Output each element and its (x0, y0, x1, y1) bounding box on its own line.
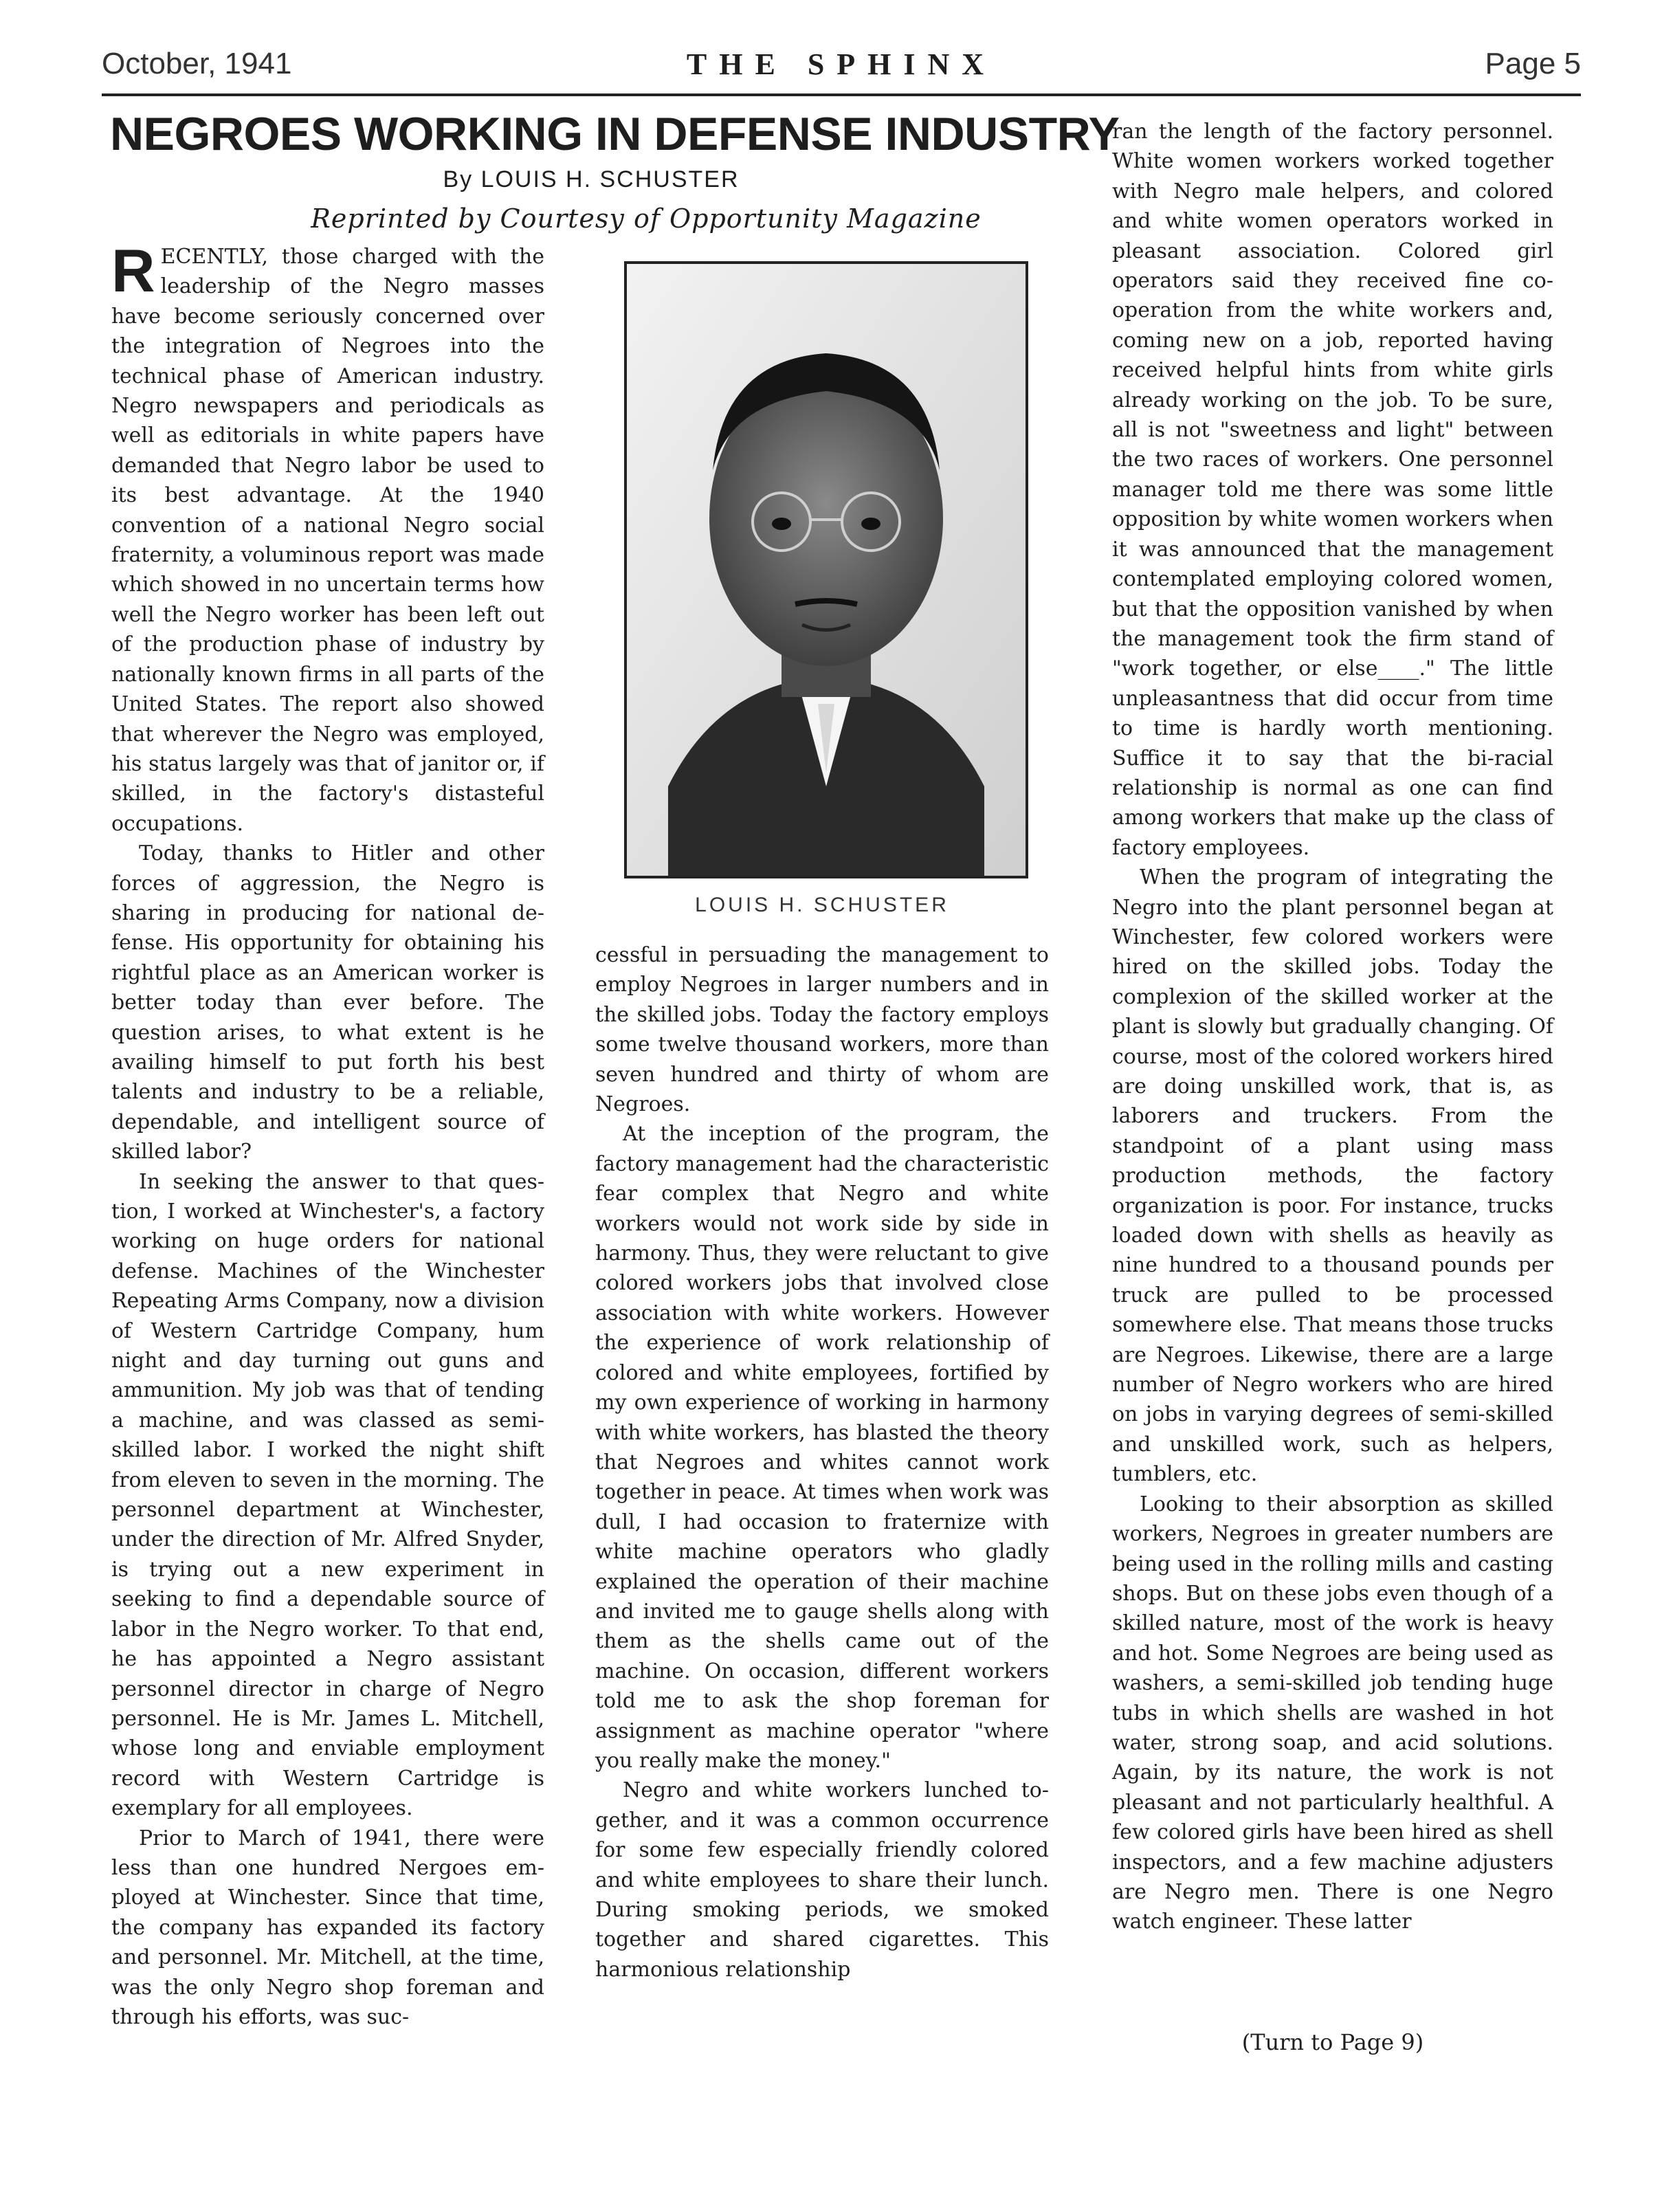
paragraph: Prior to March of 1941, there were less than one hundred Nergoes employed at Winchester. Since that time, the company has expanded its factory and personnel. Mr. Mitchell, at the time, was the only Negro shop foreman and through his efforts, was suc- (111, 1826, 544, 2029)
photo-caption: LOUIS H. SCHUSTER (695, 894, 949, 916)
paragraph: cessful in persuading the management to employ Negroes in larger numbers and in the skilled jobs. Today the factory employs some twelve thousand workers, more than seven hundred and thirty of whom are Negroes. (595, 943, 1049, 1117)
drop-cap: R (111, 236, 155, 305)
reprint-credit: Reprinted by Courtesy of Opportunity Magazine (311, 203, 982, 234)
article-column-1 (111, 236, 544, 2032)
paragraph: At the inception of the program, the factory management had the characteristic fear complex that Negro and white workers would not work side by side in harmony. Thus, they were reluctant to give colored workers jobs that involved close association with white workers. However the experience of work relationship of colored and white employees, fortified by my own experience of working in harmony with white workers, has blasted the theory that Negroes and whites cannot work together in peace. At times when work was dull, I had occasion to fraternize with white machine operators who gladly explained the operation of their machine and invited me to gauge shells along with them as the shells came out of the machine. On occasion, different workers told me to ask the shop foreman for assignment as machine operator "where you really make the money." (595, 1122, 1049, 1773)
paragraph: Negro and white workers lunched together, and it was a common occurrence for some few especially friendly colored and white employees to share their lunch. During smoking periods, we smoked together and shared cigarettes. This harmonious relationship (595, 1778, 1049, 1982)
article-byline: By LOUIS H. SCHUSTER (443, 166, 740, 192)
article-title: NEGROES WORKING IN DEFENSE INDUSTRY (110, 108, 1120, 160)
issue-date: October, 1941 (102, 47, 292, 80)
magazine-name: THE SPHINX (686, 47, 997, 81)
header-rule (102, 93, 1581, 96)
paragraph: RECENTLY, those charged with the leadership of the Negro masses have become seriously concerned over the integration of Negroes into the technical phase of American industry. Negro newspapers and periodicals as well as editorials in white papers have demanded that Negro labor be used to its best advantage. At the 1940 convention of a national Negro social fraternity, a voluminous report was made which showed in no uncertain terms how well the Negro worker has been left out of the production phase of industry by nationally known firms in all parts of the United States. The report also showed that wherever the Negro was employed, his status largely was that of janitor or, if skilled, in the factory's distasteful occupations. (111, 236, 544, 836)
portrait-image (627, 264, 1026, 876)
paragraph: When the program of integrating the Negro into the plant personnel began at Winchester, few colored workers were hired on the skilled jobs. Today the complexion of the skilled worker at the plant is slowly but gradually changing. Of course, most of the colored workers hired are doing unskilled work, that is, as laborers and truckers. From the standpoint of a plant using mass production methods, the factory organization is poor. For instance, trucks loaded down with shells as heavily as nine hundred to a thousand pounds per truck are pulled to be processed somewhere else. That means those trucks are Negroes. Likewise, there are a large number of Negro workers who are hired on jobs in varying degrees of semi-skilled and unskilled work, such as helpers, tumblers, etc. (1112, 865, 1553, 1487)
paragraph: In seeking the answer to that question, I worked at Winchester's, a factory working on huge orders for national defense. Machines of the Winchester Repeating Arms Company, now a division of Western Cartridge Company, hum night and day turning out guns and ammunition. My job was that of tending a machine, and was classed as semi-skilled labor. I worked the night shift from eleven to seven in the morning. The personnel department at Winchester, under the direction of Mr. Alfred Snyder, is trying out a new experiment in seeking to find a dependable source of labor in the Negro worker. To that end, he has appointed a Negro assistant personnel director in charge of Negro personnel. He is Mr. James L. Mitchell, whose long and enviable employment record with Western Cartridge is exemplary for all employees. (111, 1169, 544, 1821)
article-column-3 (1112, 117, 1553, 1937)
paragraph: Today, thanks to Hitler and other forces of aggression, the Negro is sharing in producing for national defense. His opportunity for obtaining his rightful place as an American worker is better today than ever before. The question arises, to what extent is he availing himself to put forth his best talents and industry to be a reliable, dependable, and intelligent source of skilled labor? (111, 841, 544, 1164)
author-portrait (624, 261, 1028, 878)
paragraph: ran the length of the factory personnel. White women workers worked together with Negro male helpers, and colored and white women operators worked in pleasant association. Colored girl operators said they received fine co-operation from the white workers and, coming new on a job, reported having received helpful hints from white girls already working on the job. To be sure, all is not "sweetness and light" between the two races of workers. One personnel manager told me there was some little opposition by white women workers when it was announced that the management contemplated employing colored women, but that the opposition vanished by when the management took the firm stand of "work together, or else____." The little unpleasantness that did occur from time to time is hardly worth mentioning. Suffice it to say that the bi-racial relationship is normal as one can find among workers that make up the class of factory employees. (1112, 120, 1553, 860)
page-number: Page 5 (1485, 47, 1581, 80)
article-column-2 (595, 940, 1049, 1984)
continuation-note: (Turn to Page 9) (1241, 2029, 1424, 2055)
page-header (102, 47, 1581, 95)
paragraph: Looking to their absorption as skilled workers, Negroes in greater numbers are being used in the rolling mills and casting shops. But on these jobs even though of a skilled nature, most of the work is heavy and hot. Some Negroes are being used as washers, a semi-skilled job tending huge tubs in which shells are washed in hot water, strong soap, and acid solutions. Again, by its nature, the work is not pleasant and not particularly healthful. A few colored girls have been hired as shell inspectors, and a few machine adjusters are Negro men. There is one Negro watch engineer. These latter (1112, 1492, 1553, 1934)
